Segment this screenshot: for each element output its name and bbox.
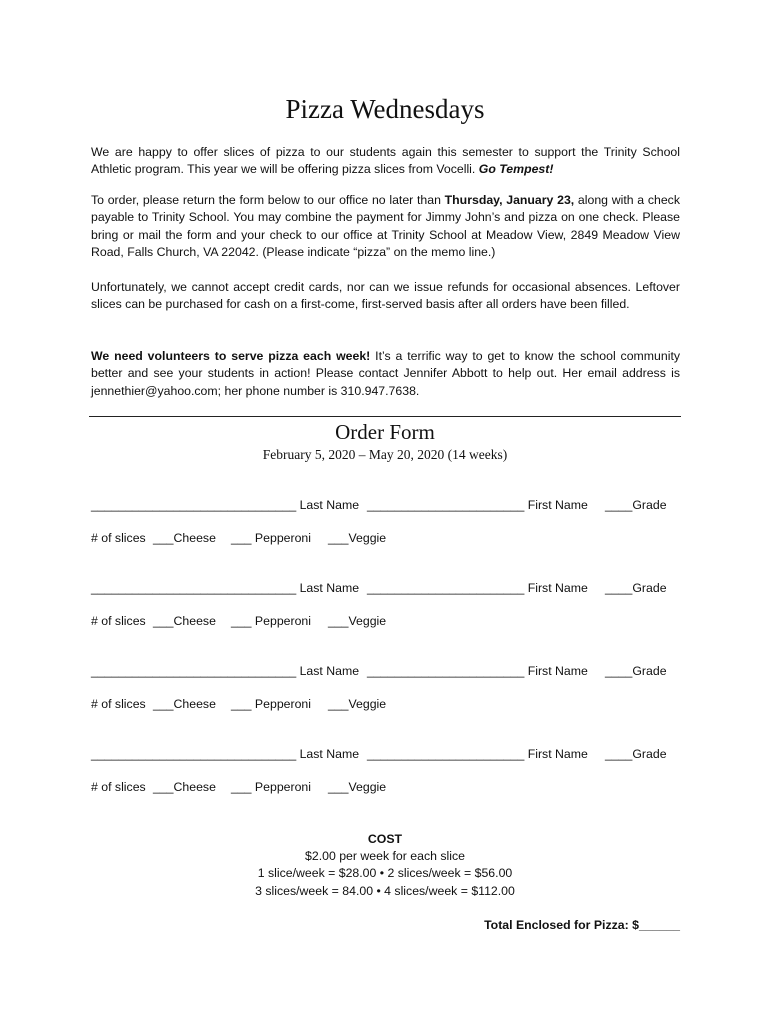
last-name-field[interactable]: ______________________________ Last Name	[91, 498, 360, 512]
last-name-field[interactable]: ______________________________ Last Name	[91, 581, 360, 595]
grade-field[interactable]: ____Grade	[605, 498, 667, 512]
intro-paragraph	[91, 144, 680, 179]
veggie-field[interactable]: ___Veggie	[328, 697, 387, 711]
intro-text: We are happy to offer slices of pizza to our students again this semester to support the Trinity School Athletic program. This year we will be offering pizza slices from Vocelli.	[91, 145, 680, 177]
slices-label: # of slices	[91, 531, 146, 545]
payment-policy-paragraph: Unfortunately, we cannot accept credit cards, nor can we issue refunds for occasional absences. Leftover slices can be purchased for cash on a first-come, first-served basis after all orders have been filled.	[91, 280, 680, 312]
order-instructions-after: along with a check payable to Trinity School. You may combine the payment for Jimmy John’s and pizza on one check. Please bring or mail the form and your check to our office at Trinity School at Meadow View, 2849 Meadow View Road, Falls Church, VA 22042. (Please indicate “pizza” on the memo line.)	[91, 193, 680, 260]
grade-field[interactable]: ____Grade	[605, 747, 667, 761]
slices-label: # of slices	[91, 780, 146, 794]
grade-field[interactable]: ____Grade	[605, 664, 667, 678]
cost-heading: COST	[367, 832, 403, 846]
last-name-field[interactable]: ______________________________ Last Name	[91, 664, 360, 678]
veggie-field[interactable]: ___Veggie	[328, 780, 387, 794]
veggie-field[interactable]: ___Veggie	[328, 614, 387, 628]
cost-line-2: 3 slices/week = 84.00 • 4 slices/week = $112.00	[255, 884, 515, 898]
last-name-field[interactable]: ______________________________ Last Name	[91, 747, 360, 761]
first-name-field[interactable]: _______________________ First Name	[367, 498, 588, 512]
pepperoni-field[interactable]: ___ Pepperoni	[231, 780, 311, 794]
first-name-field[interactable]: _______________________ First Name	[367, 581, 588, 595]
first-name-field[interactable]: _______________________ First Name	[367, 747, 588, 761]
order-form-title: Order Form	[335, 420, 435, 444]
first-name-field[interactable]: _______________________ First Name	[367, 664, 588, 678]
cheese-field[interactable]: ___Cheese	[153, 780, 216, 794]
order-deadline: Thursday, January 23,	[444, 193, 575, 207]
slices-label: # of slices	[91, 614, 146, 628]
volunteers-heading: We need volunteers to serve pizza each week!	[91, 349, 371, 363]
cheese-field[interactable]: ___Cheese	[153, 531, 216, 545]
order-form-dates: February 5, 2020 – May 20, 2020 (14 weeks)	[262, 447, 508, 462]
intro-emphasis: Go Tempest!	[478, 162, 554, 177]
pepperoni-field[interactable]: ___ Pepperoni	[231, 614, 311, 628]
veggie-field[interactable]: ___Veggie	[328, 531, 387, 545]
slices-label: # of slices	[91, 697, 146, 711]
order-instructions-before: To order, please return the form below to our office no later than	[91, 193, 445, 207]
volunteers-paragraph	[91, 348, 680, 400]
grade-field[interactable]: ____Grade	[605, 581, 667, 595]
section-divider	[89, 416, 681, 417]
cost-per-week: $2.00 per week for each slice	[305, 849, 465, 863]
order-instructions-paragraph	[91, 192, 680, 262]
pepperoni-field[interactable]: ___ Pepperoni	[231, 697, 311, 711]
total-enclosed-field[interactable]: Total Enclosed for Pizza: $______	[484, 918, 680, 932]
cheese-field[interactable]: ___Cheese	[153, 697, 216, 711]
volunteers-text: It’s a terrific way to get to know the school community better and see your students in action! Please contact Jennifer Abbott to help out. Her email address is jennethier@yahoo.com; her phone number is 310.947.7638.	[91, 349, 681, 398]
cost-line-1: 1 slice/week = $28.00 • 2 slices/week = $56.00	[257, 866, 513, 880]
pepperoni-field[interactable]: ___ Pepperoni	[231, 531, 311, 545]
cheese-field[interactable]: ___Cheese	[153, 614, 216, 628]
document-title: Pizza Wednesdays	[285, 94, 485, 124]
